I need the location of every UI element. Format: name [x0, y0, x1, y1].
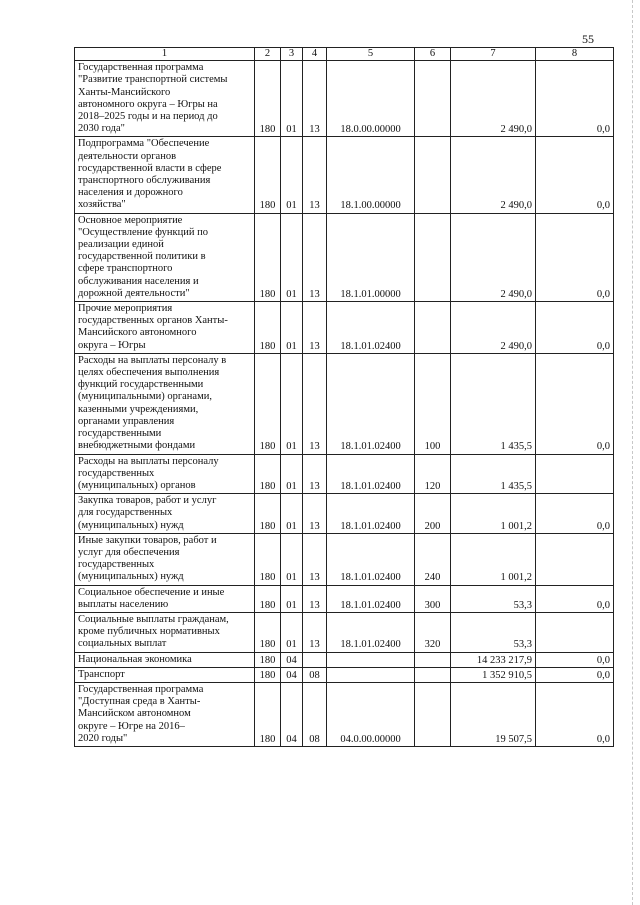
- scan-edge: [632, 0, 634, 905]
- ministry-code: 180: [255, 667, 281, 682]
- column-header: 5: [327, 48, 415, 61]
- ministry-code: 180: [255, 302, 281, 354]
- table-row: [75, 213, 614, 301]
- target-article-code: [327, 652, 415, 667]
- row-name: Социальные выплаты гражданам, кроме публичных нормативных социальных выплат: [75, 612, 255, 652]
- amount-other: 0,0: [536, 302, 614, 354]
- ministry-code: 180: [255, 61, 281, 137]
- expense-type-code: [415, 213, 451, 301]
- column-header: 3: [281, 48, 303, 61]
- expense-type-code: 320: [415, 612, 451, 652]
- subsection-code: 13: [303, 353, 327, 454]
- row-name: Расходы на выплаты персоналу государственных (муниципальных) органов: [75, 454, 255, 494]
- row-name: Закупка товаров, работ и услуг для государственных (муниципальных) нужд: [75, 494, 255, 534]
- row-name: Подпрограмма "Обеспечение деятельности органов государственной власти в сфере транспортного обслуживания населения и дорожного хозяйства": [75, 137, 255, 213]
- expense-type-code: 120: [415, 454, 451, 494]
- subsection-code: 13: [303, 585, 327, 612]
- amount-other: 0,0: [536, 61, 614, 137]
- ministry-code: 180: [255, 585, 281, 612]
- amount: 2 490,0: [451, 137, 536, 213]
- subsection-code: 13: [303, 302, 327, 354]
- amount-other: 0,0: [536, 682, 614, 746]
- subsection-code: 08: [303, 682, 327, 746]
- row-name: Прочие мероприятия государственных органов Ханты- Мансийского автономного округа – Югры: [75, 302, 255, 354]
- expense-type-code: [415, 682, 451, 746]
- ministry-code: 180: [255, 682, 281, 746]
- table-row: [75, 667, 614, 682]
- target-article-code: 04.0.00.00000: [327, 682, 415, 746]
- subsection-code: [303, 652, 327, 667]
- target-article-code: [327, 667, 415, 682]
- section-code: 04: [281, 667, 303, 682]
- amount-other: 0,0: [536, 353, 614, 454]
- amount-other: 0,0: [536, 213, 614, 301]
- budget-table: [74, 47, 614, 747]
- section-code: 01: [281, 454, 303, 494]
- table-row: [75, 652, 614, 667]
- subsection-code: 13: [303, 137, 327, 213]
- amount-other: 0,0: [536, 585, 614, 612]
- row-name: Иные закупки товаров, работ и услуг для обеспечения государственных (муниципальных) нужд: [75, 533, 255, 585]
- ministry-code: 180: [255, 454, 281, 494]
- table-row: [75, 533, 614, 585]
- column-header: 8: [536, 48, 614, 61]
- expense-type-code: [415, 667, 451, 682]
- page-number: 55: [582, 32, 594, 46]
- ministry-code: 180: [255, 533, 281, 585]
- subsection-code: 13: [303, 454, 327, 494]
- row-name: Государственная программа "Развитие транспортной системы Ханты-Мансийского автономного округа – Югры на 2018–2025 годы и на период до 2030 года": [75, 61, 255, 137]
- section-code: 01: [281, 353, 303, 454]
- row-name: Социальное обеспечение и иные выплаты населению: [75, 585, 255, 612]
- expense-type-code: 100: [415, 353, 451, 454]
- amount: 14 233 217,9: [451, 652, 536, 667]
- amount: 1 001,2: [451, 533, 536, 585]
- table-row: [75, 612, 614, 652]
- section-code: 01: [281, 585, 303, 612]
- column-header: 6: [415, 48, 451, 61]
- column-header: 1: [75, 48, 255, 61]
- amount: 1 435,5: [451, 454, 536, 494]
- section-code: 01: [281, 213, 303, 301]
- target-article-code: 18.1.01.02400: [327, 302, 415, 354]
- row-name: Национальная экономика: [75, 652, 255, 667]
- column-header: 7: [451, 48, 536, 61]
- row-name: Основное мероприятие "Осуществление функций по реализации единой государственной политики в сфере транспортного обслуживания населения и дорожной деятельности": [75, 213, 255, 301]
- table-row: [75, 61, 614, 137]
- amount-other: 0,0: [536, 494, 614, 534]
- target-article-code: 18.1.01.02400: [327, 494, 415, 534]
- header-row: [75, 48, 614, 61]
- table-row: [75, 585, 614, 612]
- target-article-code: 18.1.01.02400: [327, 353, 415, 454]
- section-code: 01: [281, 137, 303, 213]
- amount: 53,3: [451, 585, 536, 612]
- expense-type-code: [415, 302, 451, 354]
- target-article-code: 18.1.01.02400: [327, 533, 415, 585]
- subsection-code: 13: [303, 612, 327, 652]
- amount: 2 490,0: [451, 213, 536, 301]
- expense-type-code: [415, 61, 451, 137]
- table-row: [75, 454, 614, 494]
- target-article-code: 18.1.01.00000: [327, 213, 415, 301]
- ministry-code: 180: [255, 137, 281, 213]
- section-code: 01: [281, 533, 303, 585]
- target-article-code: 18.0.00.00000: [327, 61, 415, 137]
- expense-type-code: [415, 652, 451, 667]
- expense-type-code: 200: [415, 494, 451, 534]
- table-row: [75, 682, 614, 746]
- amount: 1 435,5: [451, 353, 536, 454]
- amount: 1 001,2: [451, 494, 536, 534]
- subsection-code: 13: [303, 494, 327, 534]
- ministry-code: 180: [255, 652, 281, 667]
- section-code: 04: [281, 652, 303, 667]
- amount-other: [536, 612, 614, 652]
- amount-other: 0,0: [536, 667, 614, 682]
- expense-type-code: [415, 137, 451, 213]
- section-code: 01: [281, 302, 303, 354]
- target-article-code: 18.1.01.02400: [327, 585, 415, 612]
- row-name: Транспорт: [75, 667, 255, 682]
- target-article-code: 18.1.01.02400: [327, 454, 415, 494]
- amount-other: [536, 454, 614, 494]
- subsection-code: 13: [303, 61, 327, 137]
- amount: 2 490,0: [451, 302, 536, 354]
- subsection-code: 13: [303, 533, 327, 585]
- amount-other: 0,0: [536, 652, 614, 667]
- amount: 2 490,0: [451, 61, 536, 137]
- ministry-code: 180: [255, 494, 281, 534]
- table-row: [75, 353, 614, 454]
- amount-other: [536, 533, 614, 585]
- amount: 19 507,5: [451, 682, 536, 746]
- column-header: 4: [303, 48, 327, 61]
- row-name: Государственная программа "Доступная среда в Ханты- Мансийском автономном округе – Югре на 2016– 2020 годы": [75, 682, 255, 746]
- table-row: [75, 302, 614, 354]
- target-article-code: 18.1.01.02400: [327, 612, 415, 652]
- amount-other: 0,0: [536, 137, 614, 213]
- expense-type-code: 300: [415, 585, 451, 612]
- expense-type-code: 240: [415, 533, 451, 585]
- table-row: [75, 137, 614, 213]
- row-name: Расходы на выплаты персоналу в целях обеспечения выполнения функций государственными (муниципальными) органами, казенными учреждениями, органами управления государственными внебюджетными фондами: [75, 353, 255, 454]
- amount: 53,3: [451, 612, 536, 652]
- column-header: 2: [255, 48, 281, 61]
- target-article-code: 18.1.00.00000: [327, 137, 415, 213]
- section-code: 01: [281, 494, 303, 534]
- section-code: 04: [281, 682, 303, 746]
- ministry-code: 180: [255, 612, 281, 652]
- amount: 1 352 910,5: [451, 667, 536, 682]
- table-row: [75, 494, 614, 534]
- ministry-code: 180: [255, 213, 281, 301]
- ministry-code: 180: [255, 353, 281, 454]
- subsection-code: 13: [303, 213, 327, 301]
- subsection-code: 08: [303, 667, 327, 682]
- section-code: 01: [281, 612, 303, 652]
- section-code: 01: [281, 61, 303, 137]
